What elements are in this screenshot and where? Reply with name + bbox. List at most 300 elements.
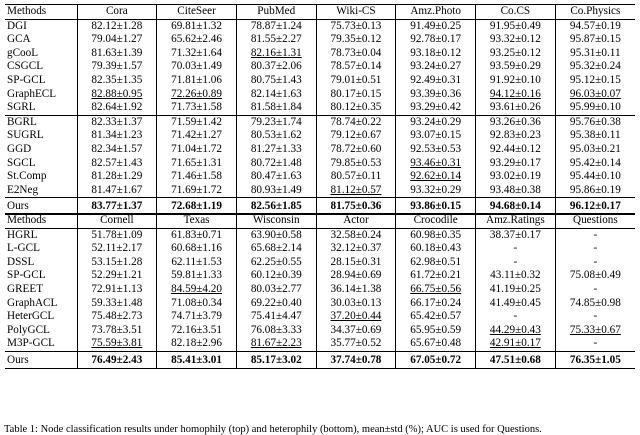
cell-value: 51.78±1.09 [91, 228, 143, 241]
table-cell [316, 256, 396, 270]
cell-value: 70.03±1.49 [171, 60, 222, 73]
table-cell [236, 88, 316, 102]
method-name: SUGRL [5, 129, 77, 143]
cell-value: 75.73±0.13 [330, 19, 382, 32]
cell-value: 81.47±1.67 [91, 183, 143, 196]
cell-value: 79.12±0.67 [330, 129, 382, 142]
cell-value: 93.61±0.26 [489, 101, 541, 114]
table-cell [316, 101, 396, 115]
cell-value: 83.77±1.37 [91, 200, 143, 213]
column-header: Cornell [77, 214, 157, 229]
cell-value: 79.01±0.51 [330, 73, 382, 86]
table-cell [555, 60, 635, 74]
cell-value: 78.87±1.24 [250, 19, 302, 32]
table-cell [236, 47, 316, 61]
table-cell [316, 351, 396, 368]
table-cell [396, 88, 476, 102]
method-name: DSSL [5, 256, 77, 270]
cell-value: 80.75±1.43 [250, 73, 302, 86]
table-cell [316, 337, 396, 351]
table-cell [77, 297, 157, 311]
table-cell [316, 33, 396, 47]
cell-value: 79.04±1.27 [91, 33, 143, 46]
table-cell [316, 74, 396, 88]
cell-value: 84.59±4.20 [171, 282, 222, 295]
header-row [5, 214, 635, 229]
cell-value: 81.67±2.23 [250, 337, 302, 350]
table-cell [476, 60, 556, 74]
cell-value: 60.18±0.43 [410, 242, 462, 255]
cell-value: 62.98±0.51 [410, 255, 462, 268]
table-cell [77, 337, 157, 351]
column-header: Questions [555, 214, 635, 229]
table-cell [555, 297, 635, 311]
table-cell [396, 47, 476, 61]
table-cell [476, 19, 556, 33]
column-header: Actor [316, 214, 396, 229]
table-cell [555, 184, 635, 198]
table-cell [77, 256, 157, 270]
column-header: Amz.Photo [396, 5, 476, 20]
table-cell [555, 101, 635, 115]
column-header: Methods [5, 5, 77, 20]
cell-value: 95.86±0.19 [569, 183, 621, 196]
cell-value: 81.58±1.84 [250, 101, 302, 114]
heterophily-results-table [5, 213, 635, 369]
column-header: Cora [77, 5, 157, 20]
cell-value: 71.69±1.72 [171, 183, 222, 196]
cell-value: 94.68±0.14 [489, 200, 541, 213]
cell-value: 78.57±0.14 [330, 60, 382, 73]
table-cell [157, 47, 237, 61]
method-name: DGI [5, 19, 77, 33]
table-cell [157, 101, 237, 115]
table-cell [157, 256, 237, 270]
method-name: M3P-GCL [5, 337, 77, 351]
table-cell [157, 143, 237, 157]
cell-value: 60.98±0.35 [410, 228, 462, 241]
table-cell [157, 297, 237, 311]
cell-value: 78.72±0.60 [330, 142, 382, 155]
cell-value: 94.57±0.19 [569, 19, 621, 32]
table-cell [157, 228, 237, 242]
table-cell [77, 88, 157, 102]
cell-value: - [593, 228, 598, 241]
table-cell [77, 269, 157, 283]
table-cell [476, 297, 556, 311]
table-row [5, 170, 635, 184]
column-header: PubMed [236, 5, 316, 20]
cell-value: 95.87±0.15 [569, 33, 621, 46]
table-cell [476, 170, 556, 184]
cell-value: 82.35±1.35 [91, 73, 143, 86]
cell-value: 79.35±0.12 [330, 33, 382, 46]
table-cell [555, 351, 635, 368]
cell-value: 62.11±1.53 [171, 255, 222, 268]
cell-value: 92.49±0.31 [410, 73, 462, 86]
table-cell [396, 337, 476, 351]
cell-value: 82.64±1.92 [91, 101, 143, 114]
table-cell [157, 269, 237, 283]
cell-value: 69.22±0.40 [250, 296, 302, 309]
table-cell [555, 115, 635, 129]
cell-value: 41.49±0.45 [489, 296, 541, 309]
table-cell [396, 129, 476, 143]
table-cell [77, 60, 157, 74]
cell-value: 80.03±2.77 [250, 282, 302, 295]
table-caption: Table 1: Node classification results under homophily (top) and heterophily (bottom), mean±std (%); AUC is used for Questions. [4, 424, 542, 435]
table-cell [77, 324, 157, 338]
cell-value: 95.42±0.14 [569, 156, 621, 169]
cell-value: 42.91±0.17 [489, 337, 541, 350]
table-cell [77, 170, 157, 184]
cell-value: 75.08±0.49 [569, 269, 621, 282]
table-cell [236, 242, 316, 256]
cell-value: 82.33±1.37 [91, 115, 143, 128]
homophily-results-table [5, 4, 635, 215]
table-cell [316, 184, 396, 198]
table-cell [476, 74, 556, 88]
cell-value: 82.12±1.28 [91, 19, 143, 32]
table-cell [236, 157, 316, 171]
table-cell [476, 129, 556, 143]
cell-value: 81.27±1.33 [250, 142, 302, 155]
cell-value: 85.41±3.01 [171, 353, 222, 366]
method-name: St.Comp [5, 170, 77, 184]
cell-value: 38.37±0.17 [489, 228, 541, 241]
cell-value: 93.48±0.38 [489, 183, 541, 196]
cell-value: 95.44±0.10 [569, 170, 621, 183]
table-cell [476, 157, 556, 171]
cell-value: 93.29±0.42 [410, 101, 462, 114]
table-cell [316, 310, 396, 324]
column-header: Crocodile [396, 214, 476, 229]
cell-value: 60.12±0.39 [250, 269, 302, 282]
cell-value: 82.18±2.96 [171, 337, 222, 350]
cell-value: 81.34±1.23 [91, 129, 143, 142]
cell-value: 79.39±1.57 [91, 60, 143, 73]
method-name: SGCL [5, 157, 77, 171]
cell-value: 95.32±0.24 [569, 60, 621, 73]
cell-value: 94.12±0.16 [489, 87, 541, 100]
table-cell [316, 19, 396, 33]
table-cell [77, 129, 157, 143]
cell-value: 92.44±0.12 [489, 142, 541, 155]
table-cell [316, 88, 396, 102]
table-row [5, 74, 635, 88]
table-row [5, 283, 635, 297]
table-cell [157, 337, 237, 351]
table-cell [555, 170, 635, 184]
table-cell [396, 74, 476, 88]
table-cell [396, 269, 476, 283]
table-cell [236, 256, 316, 270]
table-cell [236, 324, 316, 338]
table-cell [236, 33, 316, 47]
table-cell [236, 297, 316, 311]
method-name: E2Neg [5, 184, 77, 198]
cell-value: 81.63±1.39 [91, 46, 143, 59]
cell-value: 79.23±1.74 [250, 115, 302, 128]
cell-value: 93.25±0.12 [489, 46, 541, 59]
cell-value: - [593, 337, 598, 350]
cell-value: 72.91±1.13 [91, 282, 143, 295]
cell-value: 71.73±1.58 [171, 101, 222, 114]
cell-value: 93.18±0.12 [410, 46, 462, 59]
table-cell [316, 242, 396, 256]
table-cell [236, 170, 316, 184]
cell-value: 78.74±0.22 [330, 115, 382, 128]
table-row [5, 47, 635, 61]
table-row [5, 269, 635, 283]
column-header: Wiki-CS [316, 5, 396, 20]
table-cell [157, 157, 237, 171]
method-name: GraphACL [5, 297, 77, 311]
table-cell [77, 74, 157, 88]
table-cell [396, 256, 476, 270]
table-row [5, 184, 635, 198]
table-cell [555, 33, 635, 47]
cell-value: 71.65±1.31 [171, 156, 222, 169]
cell-value: 93.24±0.29 [410, 115, 462, 128]
method-name: GCA [5, 33, 77, 47]
table-row [5, 88, 635, 102]
table-cell [555, 310, 635, 324]
cell-value: 66.17±0.24 [410, 296, 462, 309]
cell-value: 53.15±1.28 [91, 255, 143, 268]
table-cell [157, 242, 237, 256]
method-name: HeterGCL [5, 310, 77, 324]
table-cell [396, 242, 476, 256]
table-row [5, 157, 635, 171]
cell-value: 32.58±0.24 [330, 228, 382, 241]
cell-value: 75.59±3.81 [91, 337, 143, 350]
cell-value: 37.74±0.78 [330, 353, 382, 366]
cell-value: 82.57±1.43 [91, 156, 143, 169]
table-cell [236, 351, 316, 368]
cell-value: 36.14±1.38 [330, 282, 382, 295]
cell-value: 66.75±0.56 [410, 282, 462, 295]
cell-value: 80.57±0.11 [330, 170, 382, 183]
cell-value: 93.02±0.19 [489, 170, 541, 183]
table-cell [476, 101, 556, 115]
cell-value: 47.51±0.68 [489, 353, 541, 366]
table-cell [157, 88, 237, 102]
cell-value: 80.47±1.63 [250, 170, 302, 183]
method-name: Ours [5, 198, 77, 215]
table-row [5, 143, 635, 157]
cell-value: 96.12±0.17 [569, 200, 621, 213]
column-header: CiteSeer [157, 5, 237, 20]
table-cell [396, 19, 476, 33]
cell-value: 41.19±0.25 [489, 282, 541, 295]
table-cell [476, 310, 556, 324]
cell-value: 80.72±1.48 [250, 156, 302, 169]
cell-value: 67.05±0.72 [410, 353, 462, 366]
cell-value: 80.53±1.62 [250, 129, 302, 142]
table-cell [77, 242, 157, 256]
cell-value: 65.62±2.46 [171, 33, 222, 46]
table-row [5, 351, 635, 368]
cell-value: 79.85±0.53 [330, 156, 382, 169]
cell-value: 93.39±0.36 [410, 87, 462, 100]
cell-value: 81.12±0.57 [330, 183, 382, 196]
cell-value: 60.68±1.16 [171, 242, 222, 255]
table-cell [555, 47, 635, 61]
table-row [5, 115, 635, 129]
column-header: Amz.Ratings [476, 214, 556, 229]
table-cell [396, 157, 476, 171]
cell-value: 74.85±0.98 [569, 296, 621, 309]
header-row [5, 5, 635, 20]
table-cell [555, 228, 635, 242]
cell-value: 34.37±0.69 [330, 323, 382, 336]
table-cell [316, 47, 396, 61]
table-cell [476, 351, 556, 368]
table-cell [396, 60, 476, 74]
table-cell [77, 228, 157, 242]
cell-value: 75.48±2.73 [91, 310, 143, 323]
cell-value: 93.46±0.31 [410, 156, 462, 169]
cell-value: 69.81±1.32 [171, 19, 222, 32]
table-cell [236, 143, 316, 157]
cell-value: 93.07±0.15 [410, 129, 462, 142]
cell-value: 80.37±2.06 [250, 60, 302, 73]
table-cell [77, 283, 157, 297]
table-row [5, 337, 635, 351]
table-cell [77, 47, 157, 61]
table-cell [77, 351, 157, 368]
cell-value: 30.03±0.13 [330, 296, 382, 309]
table-cell [476, 115, 556, 129]
cell-value: 65.68±2.14 [250, 242, 302, 255]
table-cell [476, 88, 556, 102]
table-cell [396, 324, 476, 338]
cell-value: 32.12±0.37 [330, 242, 382, 255]
cell-value: 28.94±0.69 [330, 269, 382, 282]
cell-value: 85.17±3.02 [250, 353, 302, 366]
cell-value: 93.59±0.29 [489, 60, 541, 73]
table-cell [236, 228, 316, 242]
table-cell [236, 115, 316, 129]
table-cell [157, 74, 237, 88]
table-cell [396, 170, 476, 184]
table-row [5, 129, 635, 143]
table-cell [555, 269, 635, 283]
table-cell [555, 74, 635, 88]
cell-value: 95.12±0.15 [569, 73, 621, 86]
column-header: Texas [157, 214, 237, 229]
table-cell [77, 101, 157, 115]
cell-value: 93.29±0.17 [489, 156, 541, 169]
cell-value: 95.38±0.11 [570, 129, 621, 142]
table-cell [476, 143, 556, 157]
cell-value: 71.04±1.72 [171, 142, 222, 155]
cell-value: 82.34±1.57 [91, 142, 143, 155]
table-cell [157, 115, 237, 129]
table-cell [555, 157, 635, 171]
cell-value: 80.93±1.49 [250, 183, 302, 196]
table-cell [555, 324, 635, 338]
cell-value: 80.12±0.35 [330, 101, 382, 114]
table-cell [555, 256, 635, 270]
table-cell [77, 310, 157, 324]
table-cell [157, 184, 237, 198]
method-name: L-GCL [5, 242, 77, 256]
method-name: GREET [5, 283, 77, 297]
table-cell [476, 33, 556, 47]
method-name: gCooL [5, 47, 77, 61]
table-cell [77, 19, 157, 33]
method-name: BGRL [5, 115, 77, 129]
cell-value: 91.92±0.10 [489, 73, 541, 86]
cell-value: 63.90±0.58 [250, 228, 302, 241]
cell-value: 71.42±1.27 [171, 129, 222, 142]
cell-value: 82.56±1.85 [250, 200, 302, 213]
table-cell [396, 101, 476, 115]
cell-value: 61.72±0.21 [410, 269, 462, 282]
table-cell [157, 129, 237, 143]
cell-value: 59.81±1.33 [171, 269, 222, 282]
cell-value: - [593, 255, 598, 268]
method-name: HGRL [5, 228, 77, 242]
table-cell [236, 184, 316, 198]
cell-value: 72.16±3.51 [171, 323, 222, 336]
method-name: CSGCL [5, 60, 77, 74]
table-cell [316, 170, 396, 184]
cell-value: - [593, 242, 598, 255]
cell-value: 52.11±2.17 [91, 242, 143, 255]
table-row [5, 101, 635, 115]
table-cell [236, 310, 316, 324]
method-name: PolyGCL [5, 324, 77, 338]
table-cell [77, 157, 157, 171]
table-cell [396, 143, 476, 157]
table-cell [555, 242, 635, 256]
table-row [5, 310, 635, 324]
table-cell [236, 269, 316, 283]
table-cell [476, 47, 556, 61]
table-cell [236, 101, 316, 115]
method-name: SGRL [5, 101, 77, 115]
table-cell [236, 283, 316, 297]
cell-value: 52.29±1.21 [91, 269, 143, 282]
cell-value: 82.16±1.31 [250, 46, 302, 59]
table-cell [316, 60, 396, 74]
cell-value: 71.32±1.64 [171, 46, 222, 59]
cell-value: - [513, 310, 518, 323]
cell-value: - [593, 310, 598, 323]
table-cell [555, 337, 635, 351]
cell-value: 96.03±0.07 [569, 87, 621, 100]
table-row [5, 297, 635, 311]
cell-value: 61.83±0.71 [171, 228, 222, 241]
table-cell [236, 337, 316, 351]
cell-value: 91.49±0.25 [410, 19, 462, 32]
method-name: SP-GCL [5, 74, 77, 88]
column-header: Co.Physics [555, 5, 635, 20]
table-cell [77, 115, 157, 129]
table-cell [77, 33, 157, 47]
cell-value: 71.59±1.42 [171, 115, 222, 128]
table-cell [316, 269, 396, 283]
method-name: Ours [5, 351, 77, 368]
cell-value: 76.35±1.05 [569, 353, 621, 366]
table-cell [157, 19, 237, 33]
table-cell [396, 310, 476, 324]
table-cell [157, 324, 237, 338]
table-cell [476, 184, 556, 198]
